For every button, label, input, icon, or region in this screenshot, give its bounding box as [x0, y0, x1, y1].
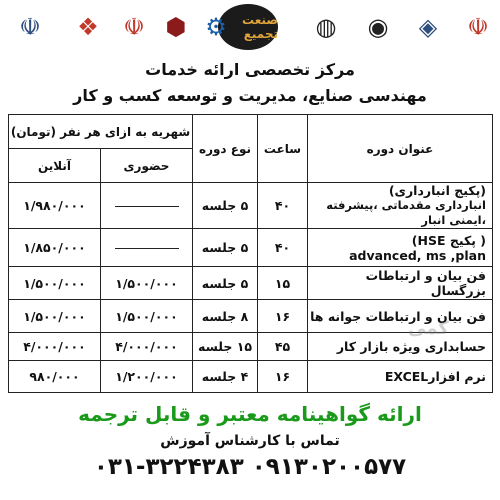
dash-line — [115, 206, 179, 207]
gear-logo-icon: ⚙ — [205, 13, 227, 41]
phone-numbers[interactable]: ۰۹۱۳۰۲۰۰۵۷۷ ۰۳۱-۳۲۲۴۳۸۳ — [93, 454, 407, 480]
header-in-person: حضوری — [101, 149, 193, 183]
edu-logo-icon: ❖ — [77, 13, 99, 41]
course-in-person — [101, 229, 193, 267]
course-in-person — [101, 183, 193, 229]
course-hours: ۴۰ — [258, 229, 308, 267]
course-title: فن بیان و ارتباطات جوانه ها — [308, 300, 493, 333]
brand-logo: صنعت تجمیع — [218, 4, 278, 50]
header-title: عنوان دوره — [308, 115, 493, 183]
course-in-person: ۱/۲۰۰/۰۰۰ — [101, 361, 193, 393]
iran-emblem-icon: ☫ — [123, 13, 145, 41]
watermark: کمی — [408, 318, 449, 339]
course-title — [308, 229, 493, 267]
course-type: ۴ جلسه — [193, 361, 258, 393]
industry-logo-icon: ◉ — [367, 13, 389, 41]
course-in-person: ۱/۵۰۰/۰۰۰ — [101, 267, 193, 300]
iran-emblem-icon: ☫ — [19, 13, 41, 41]
header-type: نوع دوره — [193, 115, 258, 183]
course-online: ۹۸۰/۰۰۰ — [9, 361, 101, 393]
course-hours: ۱۵ — [258, 267, 308, 300]
course-in-person: ۱/۵۰۰/۰۰۰ — [101, 300, 193, 333]
course-online: ۱/۵۰۰/۰۰۰ — [9, 267, 101, 300]
organization-logo-icon: ◈ — [418, 13, 438, 41]
course-hours: ۱۶ — [258, 300, 308, 333]
course-type: ۱۵ جلسه — [193, 333, 258, 361]
course-title-line1: (پکیج انبارداری) — [388, 183, 486, 198]
course-online: ۱/۹۸۰/۰۰۰ — [9, 183, 101, 229]
course-type: ۵ جلسه — [193, 183, 258, 229]
course-title: نرم افزارEXCEL — [308, 361, 493, 393]
header-hours: ساعت — [258, 115, 308, 183]
course-type: ۵ جلسه — [193, 229, 258, 267]
oil-logo-icon: ◍ — [315, 13, 337, 41]
dash-line — [115, 248, 179, 249]
course-table — [8, 114, 493, 393]
course-title — [308, 183, 493, 229]
course-title-line2: advanced, ms ,plan — [349, 247, 486, 263]
course-hours: ۴۰ — [258, 183, 308, 229]
course-type: ۵ جلسه — [193, 267, 258, 300]
header-line1: مرکز تخصصی ارائه خدمات — [145, 60, 355, 79]
course-online: ۴/۰۰۰/۰۰۰ — [9, 333, 101, 361]
course-in-person: ۴/۰۰۰/۰۰۰ — [101, 333, 193, 361]
course-title: حسابداری ویژه بازار کار — [308, 333, 493, 361]
header-online: آنلاین — [9, 149, 101, 183]
contact-label: تماس با کارشناس آموزش — [160, 433, 340, 449]
header-fee: شهریه به ازای هر نفر (تومان) — [9, 115, 193, 149]
table-row — [9, 361, 493, 393]
certificate-promo: ارائه گواهینامه معتبر و قابل ترجمه — [78, 402, 422, 426]
iran-emblem-icon: ☫ — [467, 13, 489, 41]
course-title-line2: انبارداری مقدماتی ،پیشرفته ،ایمنی انبار — [326, 198, 486, 227]
table-row — [9, 229, 493, 267]
logo-row — [0, 2, 500, 52]
course-hours: ۱۶ — [258, 361, 308, 393]
course-title: فن بیان و ارتباطات بزرگسال — [308, 267, 493, 300]
energy-logo-icon: ⬢ — [165, 13, 187, 41]
course-online: ۱/۵۰۰/۰۰۰ — [9, 300, 101, 333]
course-online: ۱/۸۵۰/۰۰۰ — [9, 229, 101, 267]
course-type: ۸ جلسه — [193, 300, 258, 333]
table-row — [9, 267, 493, 300]
header-line2: مهندسی صنایع، مدیریت و توسعه کسب و کار — [73, 86, 427, 105]
course-hours: ۴۵ — [258, 333, 308, 361]
table-row — [9, 183, 493, 229]
course-title-line1: ( پکیج HSE) — [411, 232, 486, 248]
